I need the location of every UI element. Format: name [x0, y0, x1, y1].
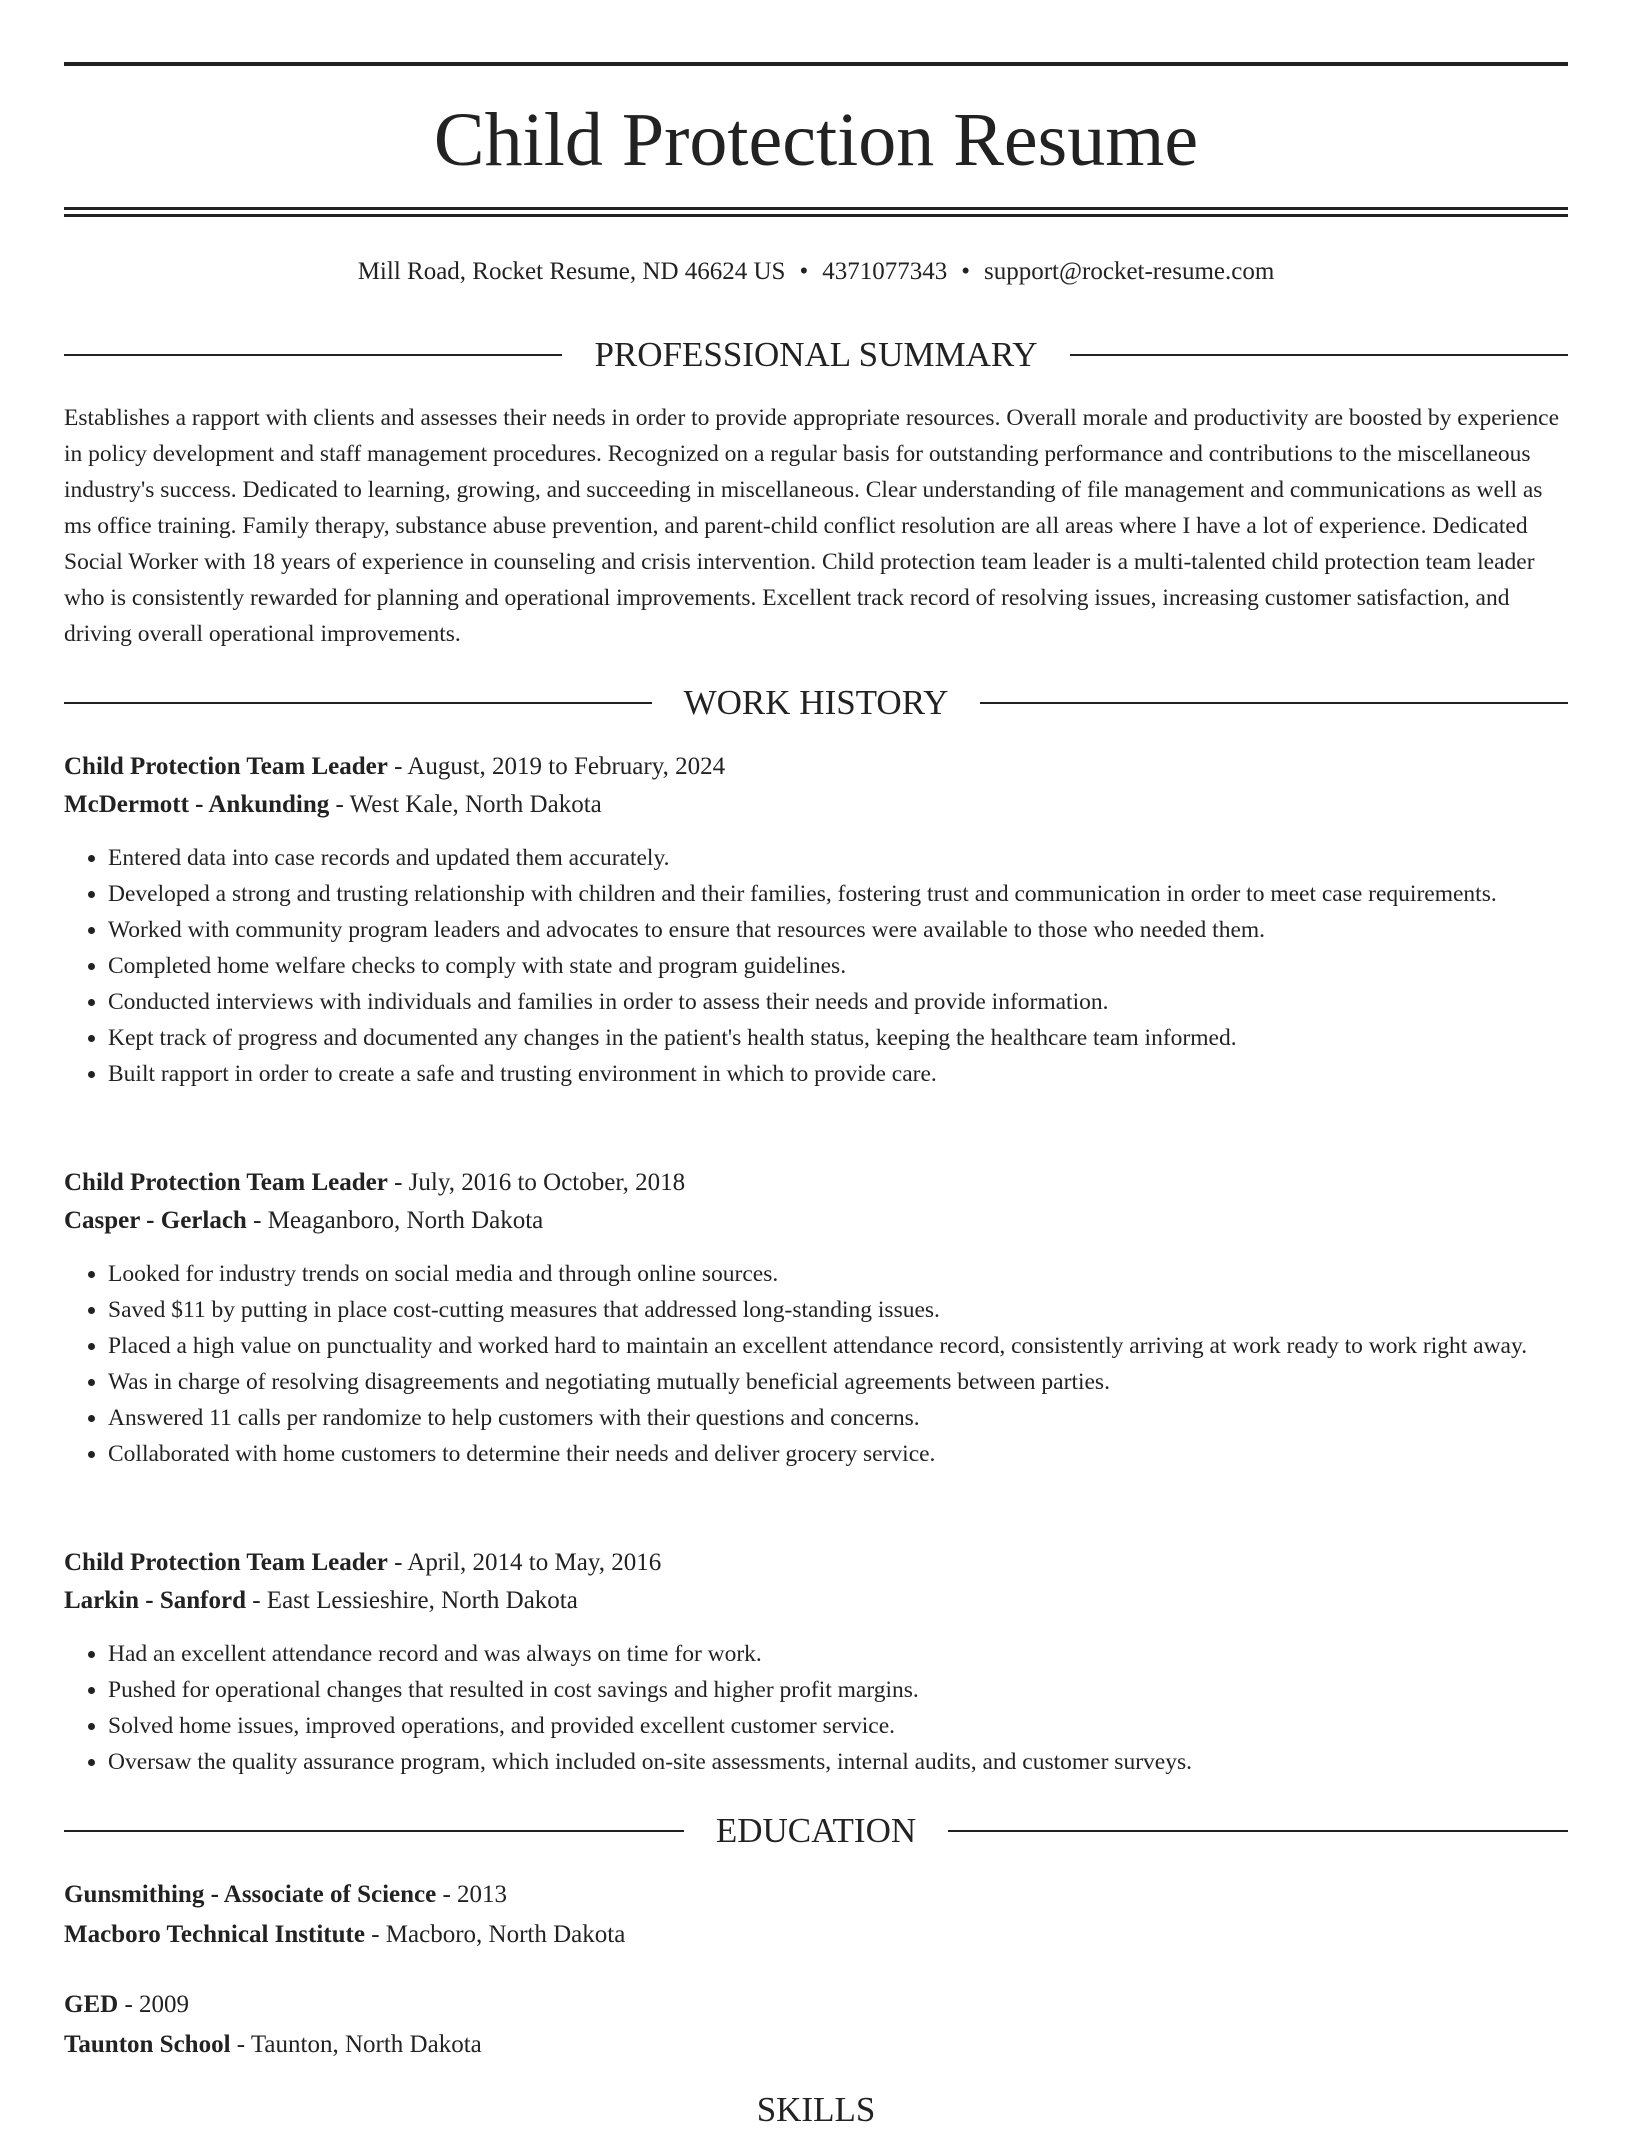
- job-company: Casper - Gerlach: [64, 1207, 247, 1234]
- job-title-line: [64, 748, 1568, 786]
- list-item: • Completed home welfare checks to comply with state and program guidelines.: [108, 948, 1568, 984]
- section-heading-summary: [64, 335, 1568, 375]
- education-school-line: [64, 1915, 1568, 1955]
- job-title: Child Protection Team Leader: [64, 753, 388, 780]
- list-item: • Built rapport in order to create a safe and trusting environment in which to provide care.: [108, 1056, 1568, 1092]
- section-heading-work-history: [64, 683, 1568, 723]
- job-title: Child Protection Team Leader: [64, 1549, 388, 1576]
- education-degree: GED: [64, 1991, 119, 2018]
- contact-email: support@rocket-resume.com: [984, 258, 1275, 285]
- contact-address: Mill Road, Rocket Resume, ND 46624 US: [357, 258, 786, 285]
- job-location: - West Kale, North Dakota: [329, 791, 602, 818]
- job-title-line: [64, 1164, 1568, 1202]
- contact-phone: 4371077343: [822, 258, 948, 285]
- heading-rule-right: [948, 1830, 1568, 1832]
- job-company-line: [64, 1202, 1568, 1240]
- job-bullets: [64, 1636, 1568, 1780]
- education-school: Macboro Technical Institute: [64, 1921, 365, 1948]
- job-company: McDermott - Ankunding: [64, 791, 330, 818]
- job-location: - Meaganboro, North Dakota: [246, 1207, 544, 1234]
- job-entry: [64, 1544, 1568, 1780]
- job-company-line: [64, 1582, 1568, 1620]
- list-item: • Entered data into case records and updated them accurately.: [108, 840, 1568, 876]
- list-item: • Worked with community program leaders and advocates to ensure that resources were available to those who needed them.: [108, 912, 1568, 948]
- list-item: • Was in charge of resolving disagreements and negotiating mutually beneficial agreements between parties.: [108, 1364, 1568, 1400]
- resume-title: Child Protection Resume: [433, 98, 1199, 182]
- header-rule-lower: [64, 214, 1568, 217]
- job-entry: [64, 1164, 1568, 1472]
- list-item: • Kept track of progress and documented any changes in the patient's health status, keeping the healthcare team informed.: [108, 1020, 1568, 1056]
- header-rule-upper: [64, 207, 1568, 210]
- job-title: Child Protection Team Leader: [64, 1169, 388, 1196]
- heading-rule-left: [64, 354, 562, 356]
- list-item: • Developed a strong and trusting relationship with children and their families, fostering trust and communication in order to meet case requirements.: [108, 876, 1568, 912]
- education-school: Taunton School: [64, 2031, 231, 2058]
- list-item: • Looked for industry trends on social media and through online sources.: [108, 1256, 1568, 1292]
- section-label: WORK HISTORY: [683, 683, 949, 722]
- job-title-line: [64, 1544, 1568, 1582]
- job-company-line: [64, 786, 1568, 824]
- section-heading-education: [64, 1811, 1568, 1851]
- education-year: - 2009: [118, 1991, 190, 2018]
- list-item: • Placed a high value on punctuality and worked hard to maintain an excellent attendance record, consistently arriving at work ready to work right away.: [108, 1328, 1568, 1364]
- heading-rule-left: [64, 702, 652, 704]
- header-top-rule: [64, 62, 1568, 66]
- list-item: • Saved $11 by putting in place cost-cutting measures that addressed long-standing issues.: [108, 1292, 1568, 1328]
- job-entry: [64, 748, 1568, 1092]
- list-item: • Solved home issues, improved operations, and provided excellent customer service.: [108, 1708, 1568, 1744]
- education-school-line: [64, 2025, 1568, 2065]
- section-heading-skills: SKILLS: [756, 2090, 876, 2129]
- contact-separator: •: [799, 258, 809, 285]
- job-dates: - August, 2019 to February, 2024: [387, 753, 726, 780]
- contact-separator: •: [961, 258, 970, 285]
- education-location: - Taunton, North Dakota: [230, 2031, 482, 2058]
- job-company: Larkin - Sanford: [64, 1587, 246, 1614]
- education-degree: Gunsmithing - Associate of Science: [64, 1881, 437, 1908]
- list-item: • Collaborated with home customers to determine their needs and deliver grocery service.: [108, 1436, 1568, 1472]
- education-year: - 2013: [436, 1881, 508, 1908]
- heading-rule-right: [980, 702, 1568, 704]
- list-item: • Had an excellent attendance record and was always on time for work.: [108, 1636, 1568, 1672]
- list-item: • Oversaw the quality assurance program, which included on-site assessments, internal audits, and customer surveys.: [108, 1744, 1568, 1780]
- job-location: - East Lessieshire, North Dakota: [245, 1587, 578, 1614]
- education-degree-line: [64, 1875, 1568, 1915]
- contact-line: [64, 254, 1568, 290]
- job-dates: - April, 2014 to May, 2016: [387, 1549, 662, 1576]
- section-label: EDUCATION: [715, 1811, 917, 1850]
- education-degree-line: [64, 1985, 1568, 2025]
- heading-rule-right: [1070, 354, 1568, 356]
- job-bullets: [64, 1256, 1568, 1472]
- list-item: • Pushed for operational changes that resulted in cost savings and higher profit margins.: [108, 1672, 1568, 1708]
- job-bullets: [64, 840, 1568, 1092]
- section-label: PROFESSIONAL SUMMARY: [594, 335, 1038, 374]
- list-item: • Conducted interviews with individuals and families in order to assess their needs and provide information.: [108, 984, 1568, 1020]
- job-dates: - July, 2016 to October, 2018: [387, 1169, 686, 1196]
- education-location: - Macboro, North Dakota: [364, 1921, 626, 1948]
- summary-text: Establishes a rapport with clients and assesses their needs in order to provide appropriate resources. Overall morale and productivity are boosted by experience in policy development and staff management procedures. Recognized on a regular basis for outstanding performance and contributions to the miscellaneous industry's success. Dedicated to learning, growing, and succeeding in miscellaneous. Clear understanding of file management and communications as well as ms office training. Family therapy, substance abuse prevention, and parent-child conflict resolution are all areas where I have a lot of experience. Dedicated Social Worker with 18 years of experience in counseling and crisis intervention. Child protection team leader is a multi-talented child protection team leader who is consistently rewarded for planning and operational improvements. Excellent track record of resolving issues, increasing customer satisfaction, and driving overall operational improvements.: [64, 405, 1560, 647]
- heading-rule-left: [64, 1830, 684, 1832]
- list-item: • Answered 11 calls per randomize to help customers with their questions and concerns.: [108, 1400, 1568, 1436]
